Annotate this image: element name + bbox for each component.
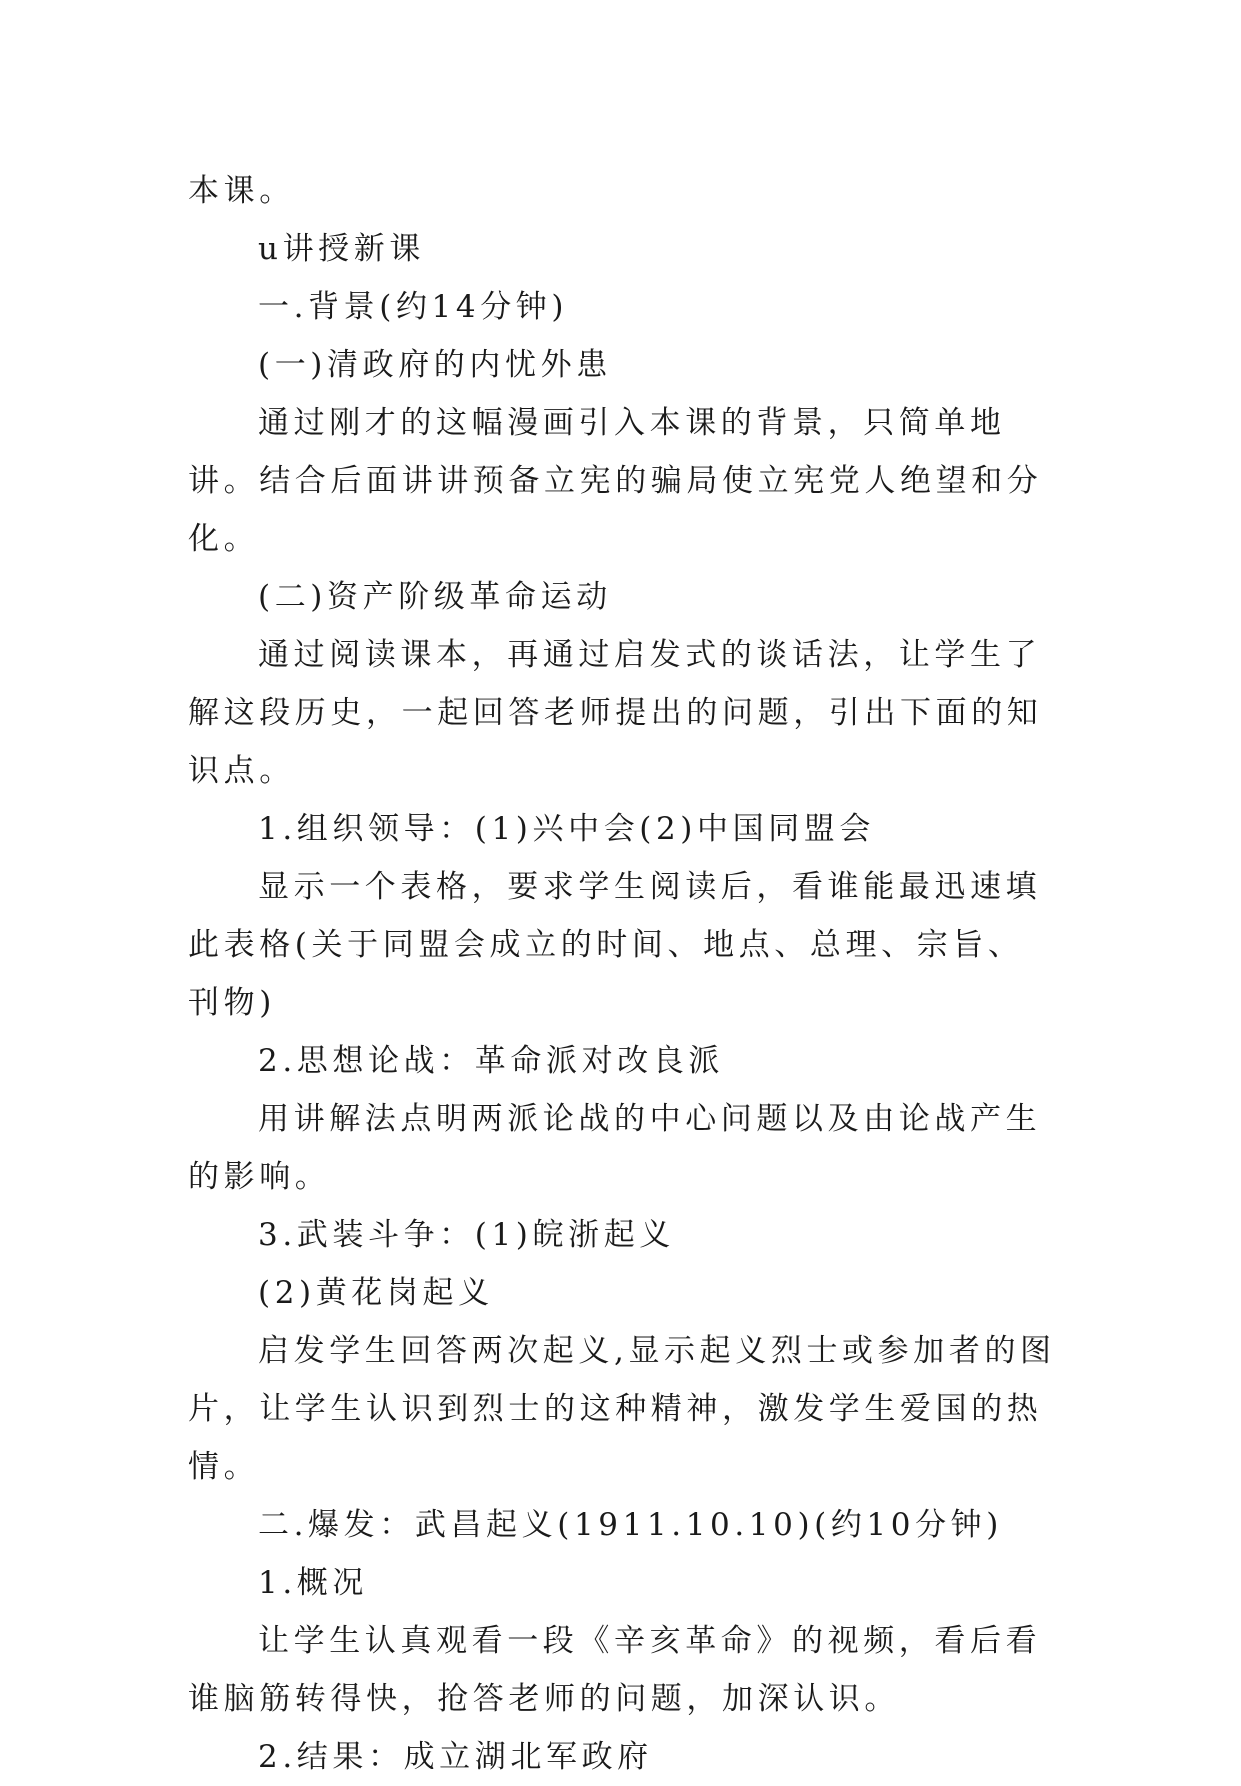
subheading-internal-external-troubles: (一)清政府的内忧外患 — [258, 347, 612, 383]
paragraph-reading-method: 通过阅读课本，再通过启发式的谈话法，让学生了解这段历史，一起回答老师提出的问题，引出下面的知识点。 — [188, 637, 1043, 789]
paragraph-cartoon-intro: 通过刚才的这幅漫画引入本课的背景，只简单地讲。结合后面讲讲预备立宪的骗局使立宪党人绝望和分化。 — [188, 405, 1043, 557]
paragraph-video-task: 让学生认真观看一段《辛亥革命》的视频，看后看谁脑筋转得快，抢答老师的问题，加深认识。 — [188, 1623, 1042, 1717]
section-heading-background: 一.背景(约14分钟) — [258, 289, 569, 325]
subheading-bourgeois-revolution: (二)资产阶级革命运动 — [258, 579, 612, 615]
paragraph-debate-explanation: 用讲解法点明两派论战的中心问题以及由论战产生的影响。 — [188, 1101, 1042, 1195]
section-heading-outbreak: 二.爆发：武昌起义(1911.10.10)(约10分钟) — [258, 1507, 1003, 1543]
point-overview: 1.概况 — [258, 1565, 368, 1601]
paragraph-continuation: 本课。 — [188, 173, 295, 209]
point-armed-struggle: 3.武装斗争：(1)皖浙起义 — [258, 1217, 675, 1253]
section-heading-new-lesson: u讲授新课 — [258, 231, 425, 267]
point-result: 2.结果：成立湖北军政府 — [258, 1739, 653, 1775]
document-body — [188, 162, 1056, 1786]
point-organization-leadership: 1.组织领导：(1)兴中会(2)中国同盟会 — [258, 811, 875, 847]
paragraph-uprising-discussion: 启发学生回答两次起义,显示起义烈士或参加者的图片，让学生认识到烈士的这种精神，激发学生爱国的热情。 — [188, 1333, 1056, 1485]
paragraph-table-task: 显示一个表格，要求学生阅读后，看谁能最迅速填此表格(关于同盟会成立的时间、地点、总理、宗旨、刊物) — [188, 869, 1042, 1021]
point-huanghuagang-uprising: (2)黄花岗起义 — [258, 1275, 494, 1311]
point-ideological-debate: 2.思想论战：革命派对改良派 — [258, 1043, 724, 1079]
